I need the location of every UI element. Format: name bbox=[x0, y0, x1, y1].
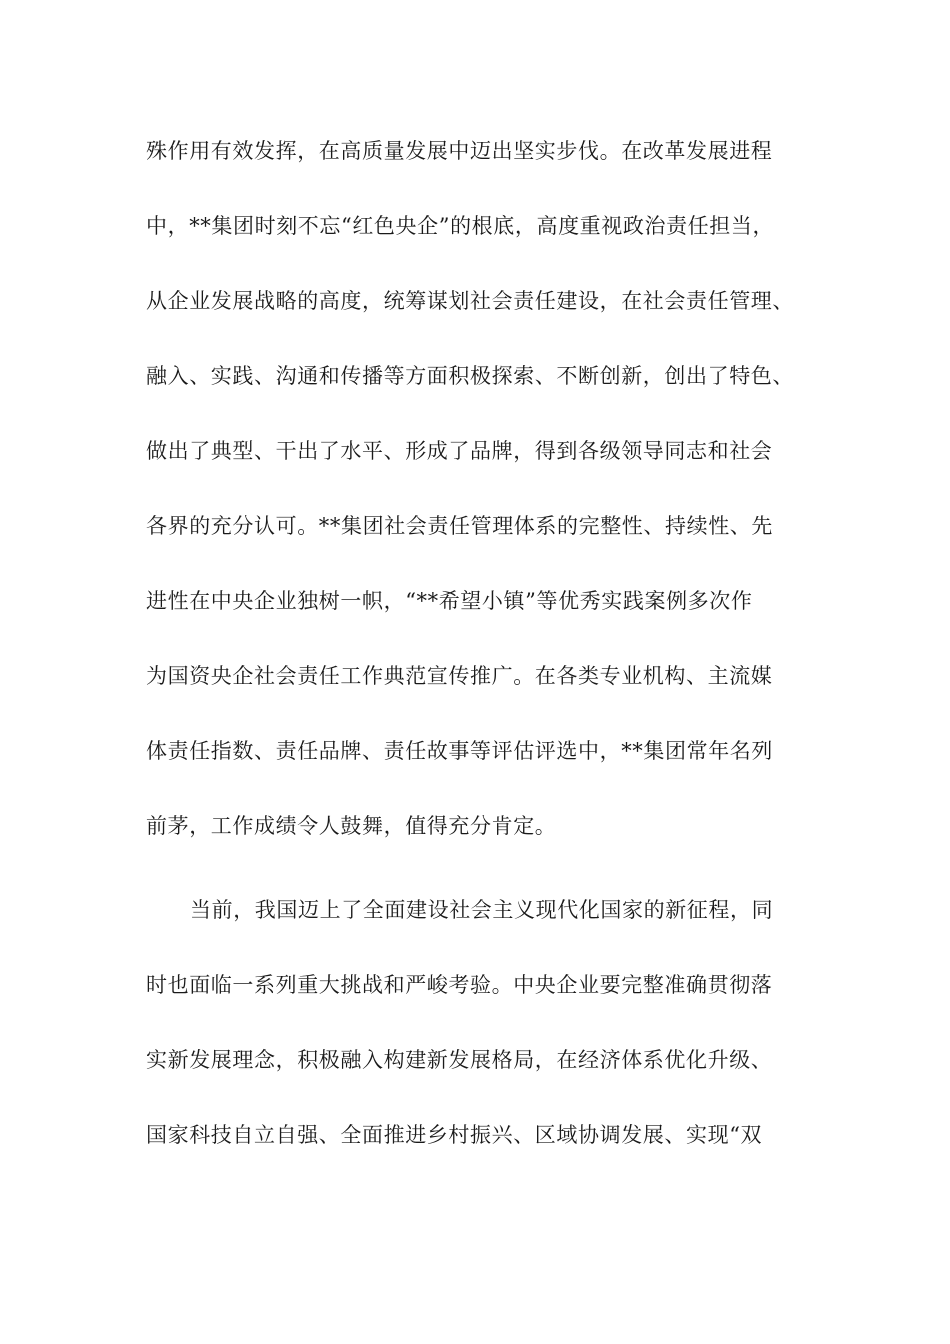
paragraph-line: 进性在中央企业独树一帜，“**希望小镇”等优秀实践案例多次作 bbox=[146, 589, 753, 613]
paragraph-line: 各界的充分认可。**集团社会责任管理体系的完整性、持续性、先 bbox=[146, 514, 773, 538]
paragraph-line: 体责任指数、责任品牌、责任故事等评估评选中，**集团常年名列 bbox=[146, 739, 773, 763]
paragraph-line: 时也面临一系列重大挑战和严峻考验。中央企业要完整准确贯彻落 bbox=[146, 973, 773, 997]
paragraph-line: 当前，我国迈上了全面建设社会主义现代化国家的新征程，同 bbox=[190, 898, 774, 922]
paragraph-line: 从企业发展战略的高度，统筹谋划社会责任建设，在社会责任管理、 bbox=[146, 289, 794, 313]
paragraph-line: 国家科技自立自强、全面推进乡村振兴、区域协调发展、实现“双 bbox=[146, 1123, 763, 1147]
paragraph-line: 实新发展理念，积极融入构建新发展格局，在经济体系优化升级、 bbox=[146, 1048, 773, 1072]
paragraph-line: 做出了典型、干出了水平、形成了品牌，得到各级领导同志和社会 bbox=[146, 439, 773, 463]
paragraph-line: 为国资央企社会责任工作典范宣传推广。在各类专业机构、主流媒 bbox=[146, 664, 773, 688]
paragraph-line: 中，**集团时刻不忘“红色央企”的根底，高度重视政治责任担当， bbox=[146, 214, 775, 238]
paragraph-line: 前茅，工作成绩令人鼓舞，值得充分肯定。 bbox=[146, 814, 557, 838]
paragraph-line: 殊作用有效发挥，在高质量发展中迈出坚实步伐。在改革发展进程 bbox=[146, 139, 773, 163]
paragraph-line: 融入、实践、沟通和传播等方面积极探索、不断创新，创出了特色、 bbox=[146, 364, 794, 388]
